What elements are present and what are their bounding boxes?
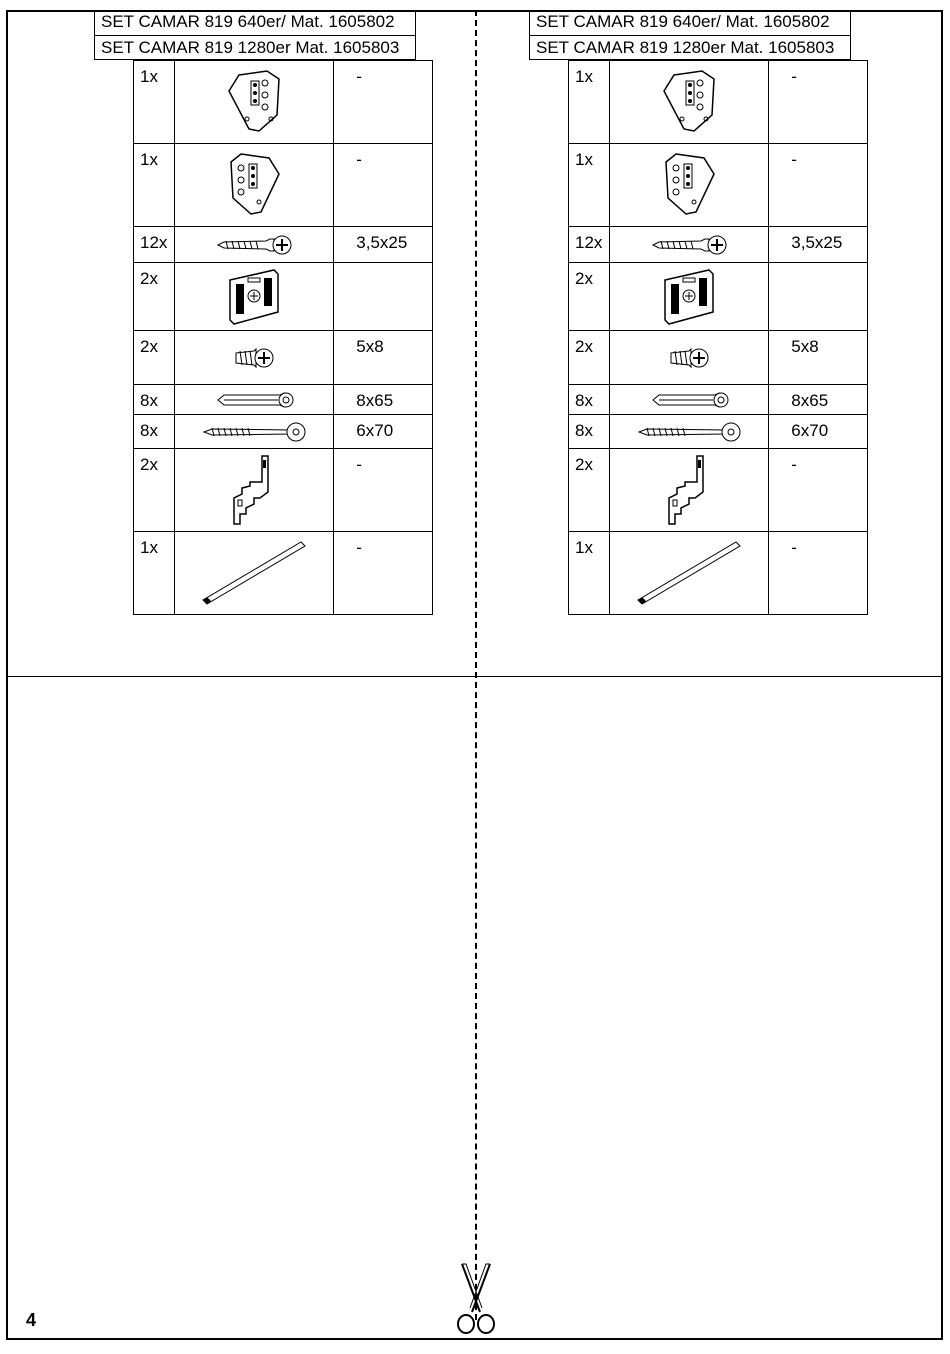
part-qty: 1x [569, 61, 610, 144]
part-size: - [334, 532, 433, 615]
part-row [569, 415, 868, 449]
part-row [134, 263, 433, 331]
part-row [134, 61, 433, 144]
bracket-right-icon [609, 144, 768, 227]
part-size: - [334, 144, 433, 227]
long-screw-icon [174, 415, 333, 449]
wood-screw-icon [609, 227, 768, 263]
long-screw-icon [609, 415, 768, 449]
set-title-640: SET CAMAR 819 640er/ Mat. 1605802 [536, 12, 830, 31]
part-qty: 1x [134, 61, 175, 144]
part-size: - [769, 449, 868, 532]
set-panel-left [0, 10, 470, 650]
part-row [569, 144, 868, 227]
part-row [134, 385, 433, 415]
hook-bracket-icon [174, 449, 333, 532]
part-row [569, 331, 868, 385]
set-title-640: SET CAMAR 819 640er/ Mat. 1605802 [101, 12, 395, 31]
part-size [334, 263, 433, 331]
part-size: - [769, 61, 868, 144]
part-row [569, 449, 868, 532]
parts-table [133, 60, 433, 615]
part-size [769, 263, 868, 331]
bracket-left-icon [174, 61, 333, 144]
part-qty: 8x [134, 385, 175, 415]
part-size: - [334, 449, 433, 532]
set-title-1280: SET CAMAR 819 1280er Mat. 1605803 [95, 35, 415, 60]
part-row [569, 61, 868, 144]
part-qty: 1x [134, 532, 175, 615]
part-size: 5x8 [334, 331, 433, 385]
short-screw-icon [609, 331, 768, 385]
part-qty: 2x [569, 449, 610, 532]
wall-plug-icon [174, 385, 333, 415]
bracket-right-icon [174, 144, 333, 227]
part-qty: 12x [134, 227, 175, 263]
hook-bracket-icon [609, 449, 768, 532]
part-qty: 2x [134, 449, 175, 532]
part-size: 8x65 [769, 385, 868, 415]
part-row [134, 415, 433, 449]
part-size: 3,5x25 [334, 227, 433, 263]
part-row [569, 532, 868, 615]
short-screw-icon [174, 331, 333, 385]
part-row [134, 532, 433, 615]
mounting-plate-icon [609, 263, 768, 331]
part-row [134, 449, 433, 532]
rod-icon [174, 532, 333, 615]
part-qty: 8x [569, 385, 610, 415]
part-row [134, 144, 433, 227]
part-size: - [334, 61, 433, 144]
wall-plug-icon [609, 385, 768, 415]
page-number: 4 [26, 1310, 37, 1330]
part-row [569, 227, 868, 263]
part-qty: 2x [569, 331, 610, 385]
part-qty: 2x [134, 331, 175, 385]
wood-screw-icon [174, 227, 333, 263]
mounting-plate-icon [174, 263, 333, 331]
part-size: - [769, 144, 868, 227]
part-row [569, 385, 868, 415]
part-size: - [769, 532, 868, 615]
part-qty: 8x [134, 415, 175, 449]
rod-icon [609, 532, 768, 615]
part-qty: 8x [569, 415, 610, 449]
part-size: 6x70 [334, 415, 433, 449]
part-qty: 1x [569, 144, 610, 227]
part-size: 8x65 [334, 385, 433, 415]
part-qty: 1x [569, 532, 610, 615]
set-title-box [94, 10, 416, 60]
part-size: 5x8 [769, 331, 868, 385]
part-qty: 12x [569, 227, 610, 263]
set-panel-right [435, 10, 905, 650]
part-row [134, 227, 433, 263]
set-title-1280: SET CAMAR 819 1280er Mat. 1605803 [530, 35, 850, 60]
parts-table [568, 60, 868, 615]
part-size: 3,5x25 [769, 227, 868, 263]
part-row [134, 331, 433, 385]
bracket-left-icon [609, 61, 768, 144]
part-row [569, 263, 868, 331]
scissors-icon [452, 1262, 500, 1343]
part-qty: 2x [569, 263, 610, 331]
part-qty: 1x [134, 144, 175, 227]
part-qty: 2x [134, 263, 175, 331]
part-size: 6x70 [769, 415, 868, 449]
set-title-box [529, 10, 851, 60]
